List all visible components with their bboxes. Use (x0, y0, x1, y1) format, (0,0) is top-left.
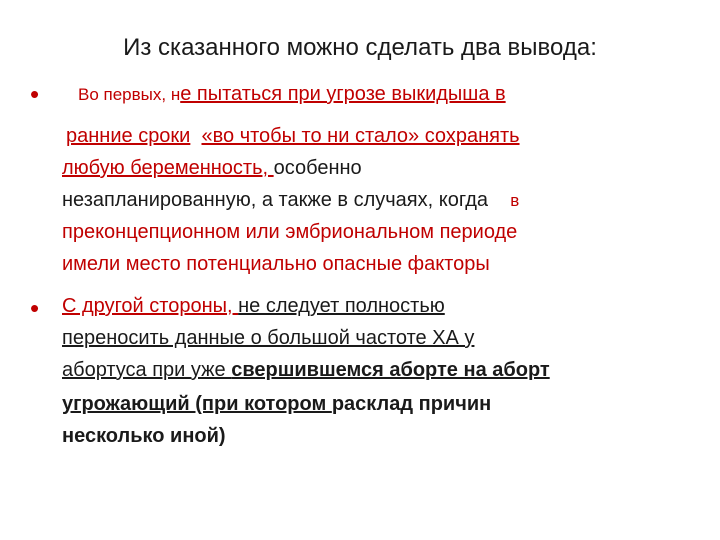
bullet-2-line-2: переносить данные о большой частоте ХА у (62, 327, 475, 349)
bullet-2-line-4 (62, 392, 491, 416)
bullet-2-threatening: угрожающий (при котором (62, 393, 332, 415)
bullet-1-line-2 (66, 124, 520, 148)
bullet-1-lead: е пытаться при угрозе выкидыша в (180, 83, 506, 105)
bullet-1-any-pregnancy: любую беременность, (62, 157, 274, 179)
bullet-2-line-5: несколько иной) (62, 425, 226, 447)
bullet-1-line-3 (62, 156, 362, 180)
bullet-2-completed-abortion: свершившемся аборте на аборт (231, 359, 550, 381)
bullet-1-line-4 (62, 188, 519, 213)
bullet-1-early-terms: ранние сроки (66, 125, 191, 147)
bullet-1-quote: «во чтобы то ни стало» сохранять (201, 125, 520, 147)
bullet-1-dot: • (30, 79, 40, 109)
bullet-1-in: в (510, 191, 520, 210)
bullet-1-intro: Во первых, н (78, 85, 181, 104)
bullet-2-causes: расклад причин (331, 393, 492, 415)
bullet-1-line-6: имели место потенциально опасные факторы (62, 253, 490, 275)
bullet-1-line-1 (78, 82, 506, 107)
bullet-1-especially: особенно (273, 157, 362, 179)
bullet-2-line-3 (62, 358, 550, 382)
bullet-2-line-1 (62, 294, 445, 318)
bullet-1-line-5: преконцепционном или эмбриональном периоде (62, 221, 518, 243)
bullet-2-dot: • (30, 293, 40, 323)
bullet-2-on-the-other-hand: С другой стороны, (62, 295, 239, 317)
bullet-2-abortus: абортуса при уже (62, 359, 232, 381)
bullet-2-should-not: не следует полностью (238, 295, 445, 317)
bullet-1-unplanned: незапланированную, а также в случаях, когда (62, 189, 489, 211)
slide-title: Из сказанного можно сделать два вывода: (123, 34, 597, 61)
